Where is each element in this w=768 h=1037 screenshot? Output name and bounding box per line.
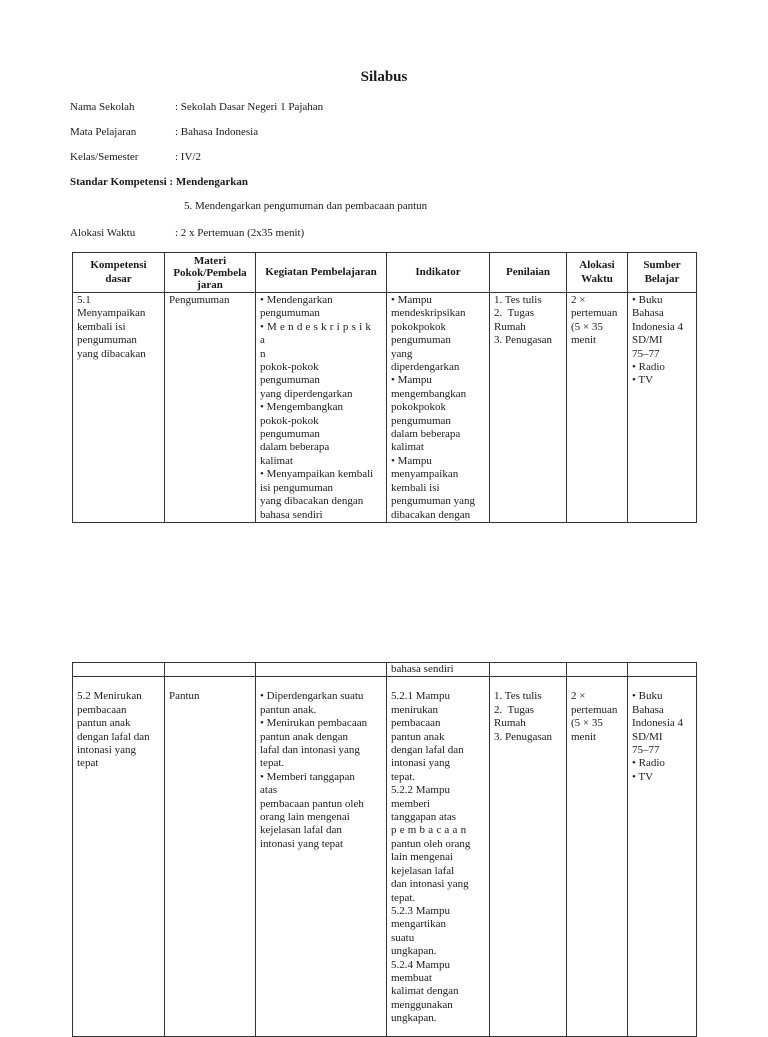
cell-text-line: Menyampaikan (77, 307, 146, 320)
cell-text-line: pembacaan (77, 703, 127, 716)
meta-alokasi-waktu (70, 226, 304, 240)
table-row-continuation (73, 663, 697, 677)
cell-text-line: menyampaikan (391, 468, 459, 481)
cell-text-line: Materi (193, 254, 227, 267)
cell-text-line: • Mampu (391, 374, 432, 387)
cell-text-line: 2. Tugas (494, 703, 535, 716)
cell-text-line: dan intonasi yang (391, 878, 469, 891)
syllabus-table (72, 252, 697, 523)
cell-text-line: yang diperdengarkan (260, 387, 353, 400)
cell-text-line: • Mendengarkan (260, 294, 333, 306)
cell-text-line: ungkapan. (391, 1012, 437, 1025)
cell-text-line: • Memberi tanggapan (260, 770, 355, 783)
cell-empty (567, 663, 628, 677)
cell-text-line: Waktu (581, 272, 613, 285)
cell-text-line: mendeskripsikan (391, 307, 466, 320)
cell-text-line: pengumuman (260, 374, 320, 387)
cell-text-line: Bahasa (632, 307, 664, 320)
cell-text-line: Bahasa (632, 703, 664, 716)
cell-text-line: pantun anak (391, 730, 445, 743)
cell-text-line: Kegiatan Pembelajaran (265, 265, 377, 278)
cell-text-line: 2 × (571, 690, 586, 703)
cell-empty (628, 663, 697, 677)
cell-empty (165, 663, 256, 677)
cell-text-line: pembacaan pantun oleh (260, 797, 364, 810)
cell-text-line: kalimat dengan (391, 985, 459, 998)
header-penilaian (490, 253, 567, 293)
meta-kelas-semester (70, 150, 201, 164)
cell-text-line: • Buku (632, 690, 663, 703)
sk-item: 5. Mendengarkan pengumuman dan pembacaan pantun (184, 200, 428, 212)
cell-text-line: • Radio (632, 757, 665, 770)
cell-materi (165, 677, 256, 1037)
cell-text-line: Rumah (494, 320, 526, 333)
cell-text-line: Pengumuman (169, 294, 230, 306)
cell-text-line: pengumuman (260, 428, 320, 441)
cell-text-line: menggunakan (391, 998, 453, 1011)
header-sumber (628, 253, 697, 293)
cell-text-line: Pantun (169, 690, 200, 703)
cell-text-line: (5 × 35 (571, 717, 603, 730)
cell-text-line: SD/MI (632, 334, 663, 347)
cell-empty (256, 663, 387, 677)
cell-sumber (628, 677, 697, 1037)
cell-text-line: dasar (105, 272, 132, 285)
header-alokasi (567, 253, 628, 293)
cell-text-line: • Menirukan pembacaan (260, 717, 368, 730)
cell-text-line: menirukan (391, 703, 439, 716)
cell-text-line: pengumuman (391, 334, 451, 347)
cell-text-line: intonasi yang tepat (260, 837, 344, 850)
header-indikator (387, 253, 490, 293)
cell-text-line: Indonesia 4 (632, 320, 684, 333)
cell-text-line: yang (391, 347, 413, 360)
cell-empty (490, 663, 567, 677)
meta-nama-sekolah (70, 100, 323, 114)
meta-label: Kelas/Semester (70, 151, 139, 163)
cell-text-line: dengan lafal dan (77, 730, 150, 743)
cell-text-line: atas (260, 784, 278, 797)
cell-text-line: bahasa sendiri (260, 508, 323, 521)
cell-text-line: kejelasan lafal (391, 864, 455, 877)
cell-text-line: tanggapan atas (391, 811, 457, 824)
table-header-row (73, 253, 697, 293)
cell-text-line: lafal dan intonasi yang (260, 744, 360, 757)
cell-text-line: Penilaian (505, 265, 550, 278)
cell-text-line: intonasi yang (391, 757, 450, 770)
cell-text-line: 1. Tes tulis (494, 690, 542, 703)
cell-text-line: Sumber (643, 259, 681, 272)
cell-text-line: Belajar (644, 272, 680, 285)
cell-text-line: ungkapan. (391, 945, 437, 958)
cell-text-line: • Buku (632, 294, 663, 306)
cell-text-line: menit (571, 730, 597, 743)
meta-label: Nama Sekolah (70, 101, 135, 113)
meta-value: : Sekolah Dasar Negeri 1 Pajahan (175, 101, 324, 113)
cell-text-line: pantun anak. (260, 703, 317, 716)
cell-text-line: 5.2 Menirukan (77, 690, 142, 703)
cell-alokasi (567, 677, 628, 1037)
cell-text-line: kembali isi (391, 481, 440, 494)
cell-text-line: • Diperdengarkan suatu (260, 690, 364, 703)
cell-text-line: (5 × 35 (571, 320, 603, 333)
cell-text-line: Rumah (494, 717, 526, 730)
cell-text-line: pokokpokok (391, 401, 446, 414)
cell-kompetensi (73, 677, 165, 1037)
table-row (73, 293, 697, 523)
cell-text-line: intonasi yang (77, 744, 136, 757)
cell-text-line: tepat (77, 757, 99, 770)
cell-text-line: pengumuman (391, 414, 451, 427)
cell-text-line: dibacakan dengan (391, 508, 471, 521)
meta-value: : Mendengarkan (169, 176, 248, 188)
cell-text-line: pembacaan (391, 717, 441, 730)
cell-kegiatan (256, 293, 387, 523)
cell-text-line: Kompetensi (90, 259, 147, 272)
cell-materi (165, 293, 256, 523)
cell-text-line: pembacaan (391, 824, 470, 837)
cell-text-line: pantun oleh orang (391, 837, 471, 850)
cell-text-line: pertemuan (571, 703, 618, 716)
cell-text-line: 5.2.4 Mampu (391, 958, 450, 971)
cell-text-line: isi pengumuman (260, 481, 334, 494)
cell-text-line: pengumuman (77, 334, 137, 347)
meta-value: : Bahasa Indonesia (175, 126, 259, 138)
cell-text-line: • TV (632, 374, 654, 387)
cell-text-line: menit (571, 334, 597, 347)
header-kegiatan (256, 253, 387, 293)
cell-text-line: Alokasi (579, 259, 615, 272)
cell-text-line: SD/MI (632, 730, 663, 743)
meta-label: Mata Pelajaran (70, 126, 137, 138)
cell-indikator (387, 293, 490, 523)
cell-text-line: pantun anak (77, 717, 131, 730)
cell-text-line: • Radio (632, 361, 665, 374)
meta-mata-pelajaran (70, 125, 258, 139)
header-materi (165, 253, 256, 293)
cell-penilaian (490, 293, 567, 523)
cell-text-line: •Mendeskripsika (260, 320, 375, 347)
cell-text-line: memberi (391, 797, 431, 810)
cell-kegiatan (256, 677, 387, 1037)
cell-kompetensi (73, 293, 165, 523)
cell-text-line: 75–77 (632, 347, 660, 360)
cell-text-line: 5.1 (77, 294, 91, 306)
cell-text-line: 3. Penugasan (494, 334, 553, 347)
cell-text-line: • Mampu (391, 454, 432, 467)
meta-standar-kompetensi (70, 175, 248, 189)
cell-text-line: pokok-pokok (260, 414, 319, 427)
cell-text-line: Indikator (415, 265, 461, 278)
cell-text-line: kejelasan lafal dan (260, 824, 342, 837)
cell-text-line: jaran (197, 278, 223, 291)
cell-text-line: pengumuman (260, 307, 320, 320)
cell-text-line: 5.2.2 Mampu (391, 784, 450, 797)
cell-text-line: yang dibacakan dengan (260, 495, 364, 508)
cell-text-line: mengartikan (391, 918, 446, 931)
cell-text-line: n (260, 347, 266, 360)
cell-text-line: 5.2.1 Mampu (391, 690, 450, 703)
cell-text-line: kalimat (391, 441, 424, 454)
cell-text-line: suatu (391, 931, 415, 944)
cell-text-line: pokok-pokok (260, 361, 319, 374)
cell-empty (73, 663, 165, 677)
cell-text-line: dalam beberapa (260, 441, 330, 454)
meta-value: : IV/2 (175, 151, 201, 163)
cell-sumber (628, 293, 697, 523)
cell-indikator (387, 677, 490, 1037)
cell-text-line: tepat. (260, 757, 285, 770)
cell-text-line: dengan lafal dan (391, 744, 464, 757)
cell-text-line: orang lain mengenai (260, 811, 350, 824)
cell-text-line: • Mengembangkan (260, 401, 343, 414)
cell-text-line: • Menyampaikan kembali (260, 468, 374, 481)
cell-text-line: tepat. (391, 770, 416, 783)
meta-label: Standar Kompetensi (70, 176, 167, 188)
cell-text-line: 2 × (571, 294, 586, 306)
cell-text-line: membuat (391, 971, 432, 984)
cell-text-line: 1. Tes tulis (494, 294, 542, 306)
table-row (73, 677, 697, 1037)
meta-label: Alokasi Waktu (70, 227, 136, 239)
cell-alokasi (567, 293, 628, 523)
cell-text-line: kembali isi (77, 320, 126, 333)
cell-text-line: Indonesia 4 (632, 717, 684, 730)
header-kompetensi (73, 253, 165, 293)
cell-text-line: • TV (632, 770, 654, 783)
cell-text-line: 5.2.3 Mampu (391, 904, 450, 917)
cell-text-line: 3. Penugasan (494, 730, 553, 743)
cell-text-line: dalam beberapa (391, 428, 461, 441)
cell-text-line: pokokpokok (391, 320, 446, 333)
cell-text-line: kalimat (260, 454, 293, 467)
cell-text-line: 2. Tugas (494, 307, 535, 320)
cell-text-line: pantun anak dengan (260, 730, 348, 743)
syllabus-table-continued (72, 662, 697, 1037)
cell-text-line: mengembangkan (391, 387, 467, 400)
cell-indikator-continued: bahasa sendiri (387, 663, 490, 677)
cell-text-line: tepat. (391, 891, 416, 904)
cell-text-line: yang dibacakan (77, 347, 146, 360)
document-title: Silabus (360, 69, 408, 85)
cell-text-line: Pokok/Pembela (173, 266, 247, 279)
cell-text-line: • Mampu (391, 294, 432, 306)
cell-text-line: 75–77 (632, 744, 660, 757)
cell-text-line: diperdengarkan (391, 361, 460, 374)
cell-text-line: pengumuman yang (391, 495, 476, 508)
cell-text-line: lain mengenai (391, 851, 454, 864)
meta-value: : 2 x Pertemuan (2x35 menit) (175, 227, 305, 239)
cell-penilaian (490, 677, 567, 1037)
cell-text-line: pertemuan (571, 307, 618, 320)
